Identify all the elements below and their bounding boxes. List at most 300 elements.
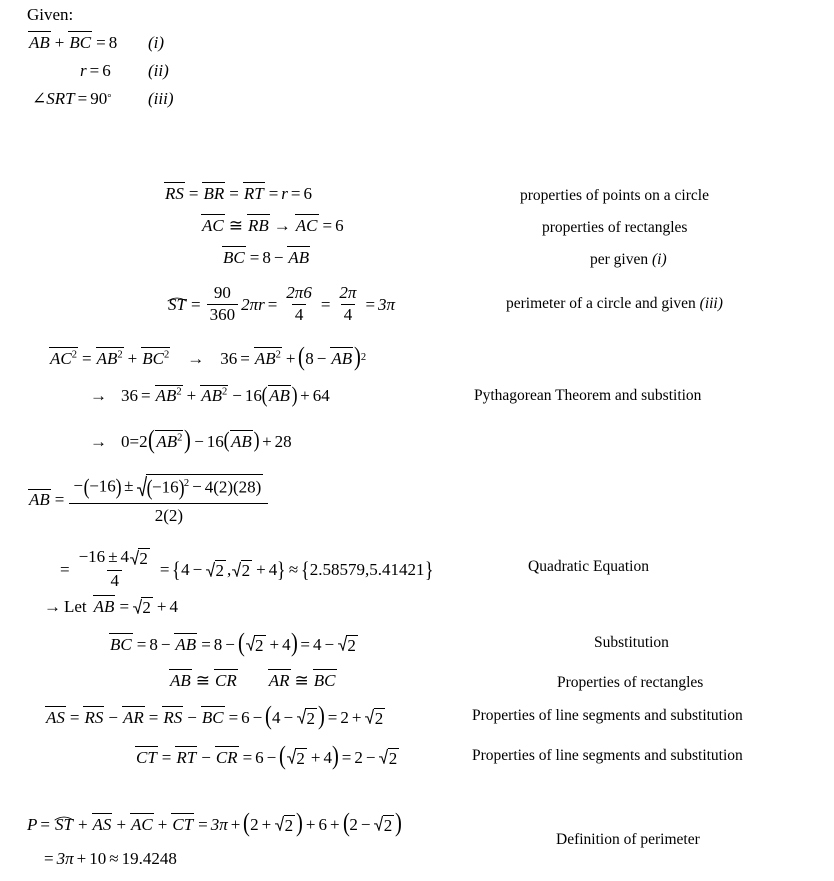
value-90: 90 [90, 89, 108, 108]
step-13-reason: Properties of line segments and substitution [472, 707, 743, 724]
variable-r: r [281, 184, 288, 203]
congruent-operator: ≅ [228, 216, 243, 235]
plus-operator: + [77, 814, 88, 834]
arrow-operator: → [44, 597, 61, 616]
right-paren: ) [291, 383, 298, 407]
square-root [275, 815, 295, 834]
square-root [137, 474, 263, 501]
value-3pi: 3π [210, 814, 228, 834]
radical-sign-icon [206, 561, 215, 580]
segment-CR: CR [215, 671, 237, 690]
square-root [379, 748, 399, 767]
step-13-equation [44, 701, 386, 731]
given-item-3: ∠ SRT = 90 ° [32, 89, 112, 108]
right-paren: ) [178, 476, 185, 500]
step-7-equation [87, 425, 292, 455]
denominator-4: 4 [292, 304, 307, 324]
segment-RS: RS [165, 184, 184, 203]
congruent-operator: ≅ [294, 671, 309, 690]
step-3-reason [590, 251, 830, 269]
angle-icon: ∠ [32, 89, 47, 108]
equals-operator: = [54, 490, 65, 510]
value-4: 4 [323, 747, 332, 767]
value-10: 10 [89, 849, 107, 868]
arc-ST [54, 816, 74, 833]
value-neg16: −16 [89, 476, 116, 496]
equals-operator: = [60, 560, 70, 580]
square-root [338, 635, 358, 654]
value-2: 2 [354, 747, 363, 767]
value-8: 8 [108, 33, 118, 52]
minus-operator: − [324, 634, 335, 654]
value-neg16: −16 [152, 477, 179, 497]
exponent-2: 2 [177, 432, 183, 444]
value-6: 6 [241, 707, 250, 727]
equals-operator: = [136, 634, 147, 654]
left-paren: ( [342, 808, 350, 838]
radicand-2: 2 [139, 549, 148, 569]
step-12-equation [168, 672, 338, 689]
equals-operator: = [161, 747, 172, 767]
exponent-2: 2 [71, 349, 77, 361]
segment-AB: $AB^2$ [156, 431, 183, 451]
step-3-reason-text: per given [590, 251, 649, 268]
equals-operator: = [242, 747, 253, 767]
square-root [133, 597, 153, 616]
plus-operator: + [262, 431, 272, 451]
given-label-2-text: (ii) [148, 61, 169, 80]
minus-operator: − [201, 747, 211, 767]
left-paren: ( [279, 741, 287, 771]
variable-r: r [80, 61, 87, 80]
value-3pi: 3π [378, 295, 396, 315]
radicand-2: 2 [142, 598, 151, 617]
equals-operator: = [249, 248, 260, 267]
arc-ST [167, 296, 187, 313]
radicand-2: 2 [215, 561, 225, 581]
equals-operator: = [201, 634, 211, 654]
equals-operator: = [89, 61, 100, 80]
value-3pi: 3π [56, 849, 74, 868]
equals-operator: = [40, 814, 50, 834]
step-4-reason-label: (iii) [699, 295, 723, 312]
radicand-2: 2 [241, 561, 251, 581]
right-paren: ) [296, 808, 303, 838]
segment-AB: AB [93, 597, 115, 616]
radical-sign-icon [137, 475, 146, 502]
left-brace: { [172, 556, 182, 582]
expression-2-pi-r: 2πr [241, 295, 265, 315]
minus-operator: − [225, 634, 235, 654]
value-4: 4 [169, 597, 178, 616]
minus-operator: − [194, 431, 204, 451]
segment-AC: AC [295, 216, 318, 235]
segment-AB: $AB^2$ [96, 348, 123, 368]
plus-operator: + [310, 747, 321, 767]
square-root [365, 708, 385, 727]
radical-sign-icon [246, 635, 255, 654]
let-keyword: Let [64, 597, 87, 616]
radical-sign-icon [130, 549, 139, 569]
equals-operator: = [322, 216, 333, 235]
value-16: 16 [206, 431, 224, 451]
exponent-2: 2 [176, 386, 182, 398]
plus-minus-operator: ± [108, 547, 118, 567]
equals-operator: = [320, 295, 331, 315]
value-8: 8 [149, 634, 158, 654]
denominator-4: 4 [341, 304, 356, 324]
value-6: 6 [303, 184, 313, 203]
segment-BC: BC [69, 33, 92, 52]
right-paren: ) [354, 342, 361, 372]
step-1-equation [163, 185, 312, 202]
radical-sign-icon [338, 635, 347, 654]
plus-operator: + [285, 348, 296, 368]
left-paren: ( [83, 475, 90, 499]
given-label-3 [148, 90, 174, 107]
segment-AR: AR [268, 671, 290, 690]
numerator-2pi6: 2π6 [286, 283, 312, 303]
angle-SRT: SRT [46, 89, 75, 108]
arc-overbar-icon [167, 288, 187, 295]
segment-AB: AB [29, 33, 50, 52]
segment-AS: AS [92, 814, 112, 834]
step-3-equation [221, 249, 311, 266]
plus-operator: + [116, 814, 127, 834]
value-4: 4 [282, 634, 291, 654]
equals-operator: = [44, 849, 54, 868]
left-paren: ( [223, 428, 230, 453]
given-label-3-text: (iii) [148, 89, 174, 108]
equals-operator: = [96, 33, 106, 52]
step-15-equation [27, 808, 403, 838]
plus-minus-operator: ± [124, 476, 134, 496]
value-4: 4 [272, 707, 281, 727]
radicand-2: 2 [347, 635, 356, 655]
plus-operator: + [186, 386, 197, 406]
plus-operator: + [230, 814, 241, 834]
radical-sign-icon [232, 561, 241, 580]
value-6: 6 [318, 814, 327, 834]
right-brace: } [277, 556, 286, 582]
plus-operator: + [300, 386, 310, 406]
right-paren: ) [290, 628, 298, 658]
value-6: 6 [335, 216, 344, 235]
given-item-2 [80, 62, 111, 79]
value-8: 8 [262, 248, 271, 267]
right-paren: ) [331, 741, 339, 771]
segment-AB: AB [175, 634, 197, 654]
plus-operator: + [54, 33, 65, 52]
minus-operator: − [192, 560, 203, 580]
equals-operator: = [327, 707, 338, 727]
equals-operator: = [229, 184, 239, 203]
comma: , [227, 560, 232, 580]
value-zero-equals-two: 0=2 [121, 431, 148, 451]
radical-sign-icon [297, 708, 306, 727]
segment-AB: AB [269, 386, 290, 406]
value-28: 28 [274, 431, 292, 451]
quadratic-formula-fraction [69, 474, 268, 526]
perimeter-result: 19.4248 [121, 849, 177, 868]
fraction-90-over-360 [207, 284, 239, 324]
value-6: 6 [102, 61, 111, 80]
segment-RT: RT [243, 184, 264, 203]
minus-operator: − [187, 707, 197, 727]
given-label-2 [148, 62, 169, 79]
equals-operator: = [300, 634, 310, 654]
segment-AB: $AB^2$ [254, 348, 281, 368]
right-paren: ) [395, 808, 403, 838]
step-9-equation [57, 549, 433, 591]
radicand-2: 2 [383, 815, 393, 835]
plus-operator: + [351, 707, 362, 727]
radical-sign-icon [287, 748, 296, 767]
value-36: 36 [220, 348, 238, 368]
step-9-reason: Quadratic Equation [528, 558, 649, 575]
square-root [130, 548, 150, 568]
exponent-2: 2 [183, 477, 190, 489]
step-6-equation [87, 385, 330, 407]
fraction-2pi6-over-4 [283, 284, 315, 324]
left-paren: ( [261, 383, 268, 407]
equals-operator: = [341, 747, 352, 767]
minus-operator: − [108, 707, 118, 727]
value-2: 2 [340, 707, 349, 727]
step-2-reason: properties of rectangles [542, 219, 688, 236]
equals-operator: = [69, 707, 80, 727]
segment-AB: AB [331, 348, 353, 368]
plus-operator: + [76, 849, 87, 868]
square-root [246, 635, 266, 654]
square-root [297, 708, 317, 727]
radicand-2: 2 [296, 748, 305, 768]
segment-AB: AB [170, 671, 191, 690]
segment-AB: AB [231, 431, 252, 451]
given-heading-label: Given: [27, 5, 74, 24]
minus-operator: − [283, 707, 294, 727]
roots-numerator [76, 548, 154, 569]
minus-operator: − [316, 348, 327, 368]
radicand-2: 2 [255, 635, 264, 655]
value-8: 8 [213, 634, 223, 654]
step-8-equation [27, 474, 270, 526]
step-14-equation [134, 741, 400, 771]
segment-AB: $AB^2$ [201, 386, 228, 406]
value-8: 8 [305, 348, 314, 368]
arc-ST-label: ST [168, 295, 186, 315]
segment-RB: RB [247, 216, 269, 235]
equals-operator: = [190, 295, 201, 315]
square-root [374, 815, 394, 834]
minus-operator: − [266, 747, 277, 767]
value-36: 36 [121, 386, 138, 406]
step-14-reason: Properties of line segments and substitution [472, 747, 743, 764]
step-4-equation [166, 285, 395, 325]
fraction-roots [76, 548, 154, 590]
square-root [232, 560, 252, 579]
roots-denominator-4: 4 [107, 570, 122, 590]
equals-operator: = [148, 707, 159, 727]
numerator-90: 90 [213, 283, 231, 303]
approx-operator: ≈ [288, 560, 299, 580]
left-paren: ( [243, 808, 251, 838]
minus-operator: − [160, 634, 171, 654]
value-4: 4 [312, 634, 322, 654]
segment-BC: BC [313, 671, 336, 690]
left-paren: ( [265, 701, 273, 731]
approx-operator: ≈ [109, 849, 119, 868]
plus-operator: + [127, 348, 138, 368]
given-item-1 [27, 34, 117, 51]
plus-operator: + [269, 634, 280, 654]
congruent-operator: ≅ [195, 671, 211, 690]
value-64: 64 [312, 386, 330, 406]
exponent-2: 2 [222, 386, 228, 398]
equals-operator: = [240, 348, 250, 368]
plus-operator: + [157, 814, 168, 834]
step-4-reason [506, 295, 834, 313]
equals-operator: = [267, 295, 278, 315]
arrow-operator: → [90, 431, 107, 451]
step-11-equation [108, 628, 359, 658]
value-neg16: −16 [78, 547, 106, 567]
radicand-2: 2 [374, 708, 384, 728]
minus-operator: − [252, 707, 263, 727]
left-brace: { [301, 556, 310, 582]
arc-ST-label: ST [54, 814, 73, 834]
left-paren: ( [298, 342, 306, 372]
value-4: 4 [120, 547, 130, 567]
exponent-2: 2 [163, 349, 170, 361]
final-answer [44, 850, 177, 867]
radicand-2: 2 [284, 815, 294, 835]
step-6-reason: Pythagorean Theorem and substition [474, 387, 702, 404]
step-11-reason: Substitution [594, 634, 669, 651]
variable-P: P [27, 814, 38, 834]
segment-BC: BC [110, 634, 132, 654]
equals-operator: = [119, 597, 130, 616]
segment-BC: BC [201, 707, 224, 727]
step-1-reason: properties of points on a circle [520, 187, 709, 204]
segment-AS: AS [46, 707, 65, 727]
left-paren: ( [147, 425, 155, 455]
minus-operator: − [232, 386, 242, 406]
segment-AB: AB [288, 248, 310, 267]
segment-BR: BR [203, 184, 225, 203]
left-paren: ( [237, 628, 245, 658]
fraction-2pi-over-4 [336, 284, 359, 324]
radical-sign-icon [374, 815, 383, 834]
segment-AB: AB [29, 490, 50, 510]
minus-operator: − [365, 747, 376, 767]
segment-AC: AC [131, 814, 153, 834]
exponent-2: 2 [117, 349, 123, 361]
plus-operator: + [305, 814, 316, 834]
right-brace: } [424, 556, 434, 582]
step-12-reason: Properties of rectangles [557, 674, 704, 691]
segment-RT: RT [176, 747, 197, 767]
value-4: 4 [181, 560, 190, 580]
segment-AB: $AB^2$ [155, 386, 182, 406]
quadratic-denominator: 2(2) [69, 503, 268, 526]
minus-operator: − [360, 814, 371, 834]
arrow-operator: → [273, 216, 291, 235]
segment-CT: CT [172, 814, 194, 834]
step-5-equation: $AC^2$ = $AB^2$ + $BC^2$ → 36 = $AB^2$ + ( 8 − AB ) 2 [50, 342, 367, 372]
step-4-reason-text: perimeter of a circle and given [506, 295, 696, 312]
plus-operator: + [256, 560, 266, 580]
segment-BC: $BC^2$ [142, 348, 170, 368]
value-root-large: 5.41421 [369, 560, 425, 580]
plus-operator: + [329, 814, 340, 834]
equals-operator: = [268, 184, 279, 203]
segment-AC: AC [202, 216, 224, 235]
right-paren: ) [253, 428, 260, 453]
segment-CR: CR [215, 747, 238, 767]
right-paren: ) [184, 425, 192, 455]
equals-operator: = [365, 295, 376, 315]
equals-operator: = [188, 184, 199, 203]
value-6: 6 [255, 747, 264, 767]
comma: , [365, 560, 370, 580]
radical-sign-icon [365, 708, 374, 727]
given-heading [27, 6, 73, 23]
step-3-reason-label: (i) [651, 251, 667, 268]
arc-overbar-icon [54, 807, 74, 814]
minus-operator: − [73, 476, 83, 496]
equals-operator: = [290, 184, 301, 203]
value-4: 4 [268, 560, 278, 580]
arrow-operator: → [90, 386, 107, 406]
segment-AC: $AC^2$ [50, 348, 77, 368]
step-15-reason: Definition of perimeter [556, 831, 700, 848]
equals-operator: = [228, 707, 239, 727]
square-root [287, 748, 307, 767]
minus-operator: − [192, 477, 202, 497]
value-2: 2 [349, 814, 358, 834]
plus-operator: + [261, 814, 272, 834]
denominator-360: 360 [207, 304, 239, 324]
radical-sign-icon [275, 815, 284, 834]
square-root [206, 560, 226, 579]
numerator-2pi: 2π [339, 283, 357, 303]
equals-operator: = [77, 89, 88, 108]
segment-BC: BC [223, 248, 245, 267]
value-2: 2 [250, 814, 259, 834]
equals-operator: = [198, 814, 208, 834]
segment-CT: CT [136, 747, 157, 767]
given-label-1 [148, 34, 164, 51]
radicand-2: 2 [388, 748, 398, 768]
value-16: 16 [244, 386, 262, 406]
segment-RS: RS [163, 707, 183, 727]
segment-RS: RS [84, 707, 104, 727]
value-root-small: 2.58579 [309, 560, 366, 580]
segment-AR: AR [122, 707, 144, 727]
radicand [146, 474, 264, 501]
minus-operator: − [273, 248, 284, 267]
quadratic-numerator [69, 474, 268, 503]
step-10-equation [44, 597, 178, 616]
given-label-1-text: (i) [148, 33, 165, 52]
radical-sign-icon [379, 748, 388, 767]
radicand-2: 2 [306, 708, 315, 728]
equals-operator: = [82, 348, 92, 368]
plus-operator: + [156, 597, 167, 616]
left-paren: ( [146, 476, 153, 500]
step-2-equation [200, 217, 344, 234]
